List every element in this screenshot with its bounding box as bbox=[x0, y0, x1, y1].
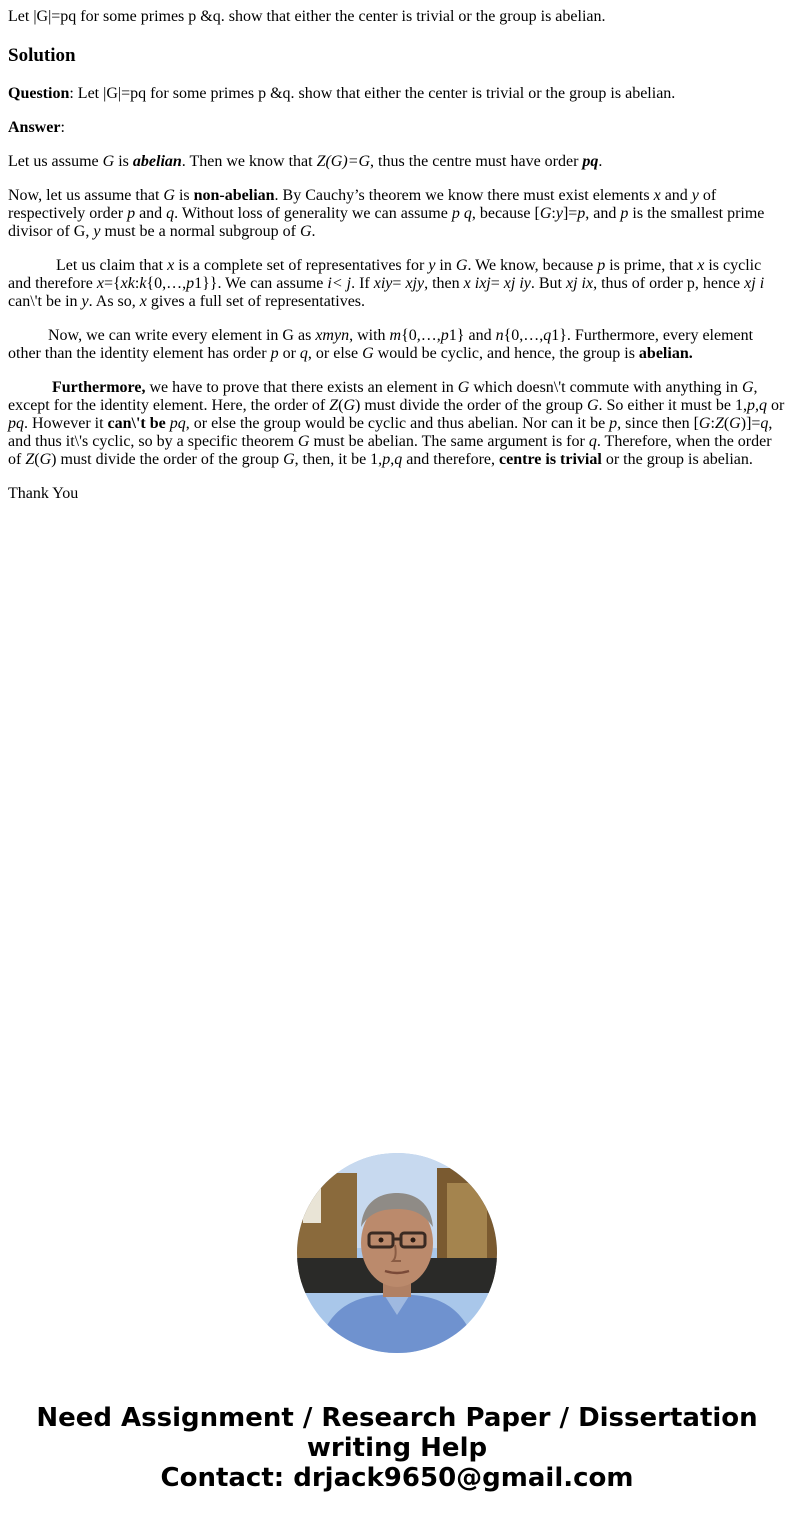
non-abelian-case-paragraph: Now, let us assume that G is non-abelian. By Cauchy’s theorem we know there must exist elements x and y of respectively order p and q. Without loss of generality we can assume p q, because [G:y]=p, and p is the smallest prime divisor of G, y must be a normal subgroup of G. bbox=[8, 187, 765, 240]
footer-line-help: writing Help bbox=[306, 1433, 488, 1463]
answer-paragraph: Answer: bbox=[8, 119, 65, 136]
solution-heading: Solution bbox=[8, 45, 76, 66]
author-photo-icon bbox=[297, 1153, 497, 1353]
question-label: Question bbox=[8, 85, 70, 102]
author-avatar bbox=[297, 1153, 497, 1353]
question-title: Let |G|=pq for some primes p &q. show that either the center is trivial or the group is abelian. bbox=[8, 8, 606, 25]
footer-line-contact: Contact: drjack9650@gmail.com bbox=[160, 1463, 634, 1493]
center-argument-paragraph: Furthermore, we have to prove that there exists an element in G which doesn\'t commute with anything in G, except for the identity element. Here, the order of Z(G) must divide the order of the group G. So either it must be 1,p,q or pq. However it can\'t be pq, or else the group would be cyclic and thus abelian. Nor can it be p, since then [G:Z(G)]=q, and thus it\'s cyclic, so by a specific theorem G must be abelian. The same argument is for q. Therefore, when the order of Z(G) must divide the order of the group G, then, it be 1,p,q and therefore, centre is trivial or the group is abelian. bbox=[8, 379, 785, 468]
question-text: : Let |G|=pq for some primes p &q. show that either the center is trivial or the group is abelian. bbox=[69, 85, 676, 102]
contact-footer bbox=[0, 1403, 794, 1493]
element-form-paragraph: Now, we can write every element in G as xmyn, with m{0,…,p1} and n{0,…,q1}. Furthermore, every element other than the identity element has order p or q, or else G would be cyclic, and hence, the group is abelian. bbox=[8, 327, 754, 362]
representatives-paragraph: Let us claim that x is a complete set of representatives for y in G. We know, because p is prime, that x is cyclic and therefore x={xk:k{0,…,p1}}. We can assume i< j. If xiy= xjy, then x ixj= xj iy. But xj ix, thus of order p, hence xj i can\'t be in y. As so, x gives a full set of representatives. bbox=[8, 257, 765, 310]
thank-you-text: Thank You bbox=[8, 485, 79, 502]
footer-line-assignment: Need Assignment / Research Paper / Dissertation bbox=[36, 1403, 758, 1433]
abelian-case-paragraph: Let us assume G is abelian. Then we know that Z(G)=G, thus the centre must have order pq. bbox=[8, 153, 603, 170]
question-paragraph bbox=[8, 85, 786, 103]
answer-label: Answer bbox=[8, 119, 61, 136]
